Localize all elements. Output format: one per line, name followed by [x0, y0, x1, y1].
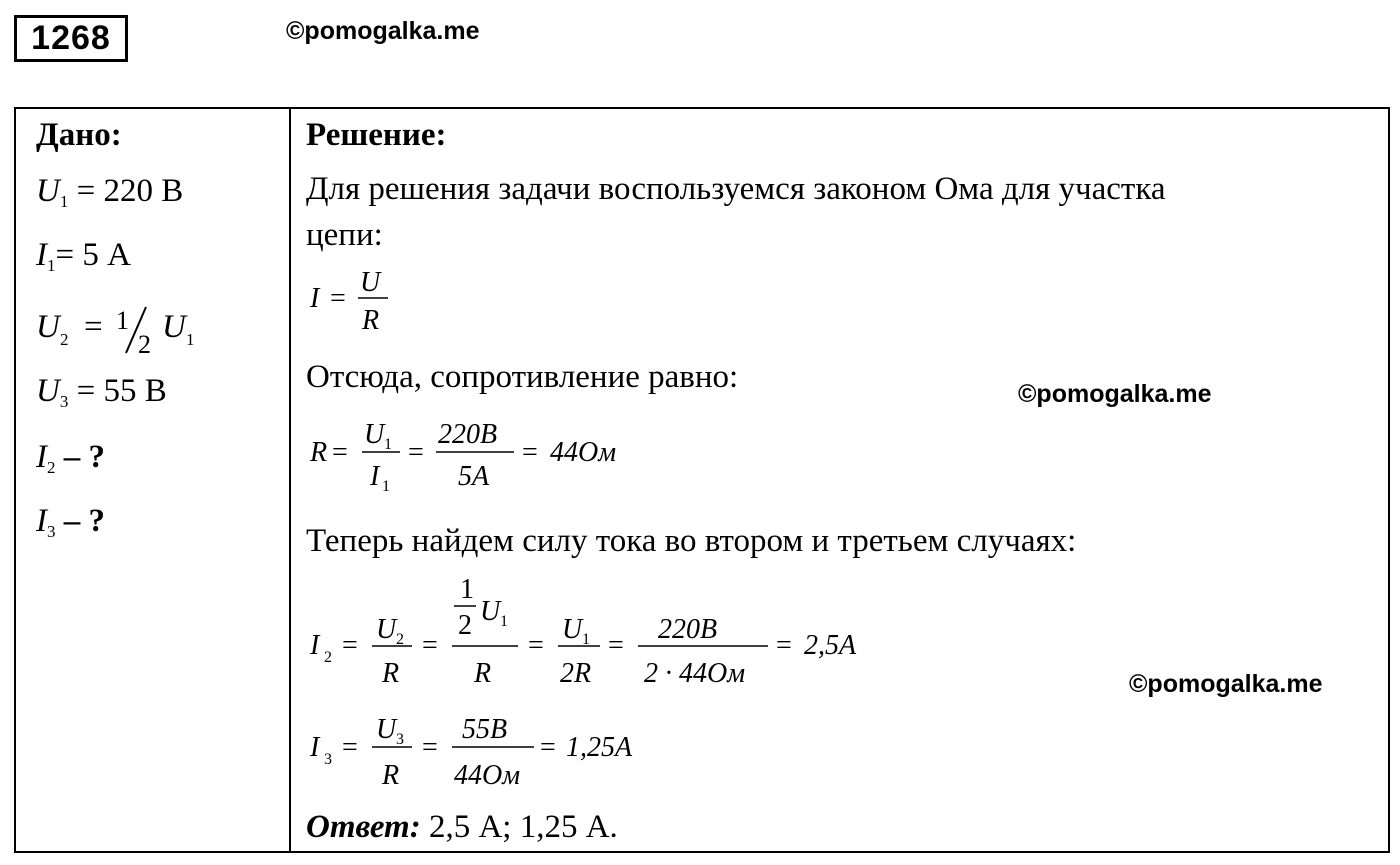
intro-line-1: Для решения задачи воспользуемся законом Ома для участка: [306, 171, 1166, 207]
svg-text:I: I: [310, 630, 320, 661]
svg-text:R: R: [382, 760, 400, 791]
svg-text:=: =: [422, 732, 438, 763]
svg-text:2,5A: 2,5A: [804, 630, 857, 661]
svg-text:1: 1: [384, 436, 392, 453]
svg-text:220B: 220B: [658, 614, 718, 645]
svg-text:1: 1: [500, 613, 508, 630]
solution-table: [14, 107, 1390, 853]
svg-text:R: R: [382, 658, 400, 689]
svg-text:U: U: [36, 309, 60, 345]
svg-text:U: U: [480, 596, 501, 627]
svg-text:44Ом: 44Ом: [550, 437, 617, 468]
ohm-law-formula: [308, 261, 448, 351]
current-i2-formula: [308, 574, 908, 694]
svg-text:R: R: [310, 437, 328, 468]
svg-text:2R: 2R: [560, 658, 592, 689]
svg-text:U: U: [360, 267, 381, 298]
svg-text:=: =: [408, 437, 424, 468]
problem-number: 1268: [14, 15, 128, 62]
svg-text:=: =: [84, 309, 103, 345]
svg-text:3: 3: [396, 731, 404, 748]
now-text: Теперь найдем силу тока во втором и третьем случаях:: [306, 523, 1077, 559]
svg-text:44Ом: 44Ом: [454, 760, 521, 791]
given-i3-unknown: $I_3$ – ?: [36, 503, 105, 541]
svg-text:1: 1: [582, 631, 590, 648]
given-u2: [34, 299, 284, 359]
svg-text:3: 3: [324, 751, 332, 768]
given-i2-unknown: $I_2$ – ?: [36, 439, 105, 477]
svg-text:55B: 55B: [462, 714, 508, 745]
svg-text:1,25A: 1,25A: [566, 732, 633, 763]
svg-text:1: 1: [460, 574, 474, 605]
svg-text:2 · 44Ом: 2 · 44Ом: [644, 658, 746, 689]
svg-text:1: 1: [116, 306, 129, 335]
solution-title: Решение:: [306, 117, 447, 153]
svg-text:220B: 220B: [438, 419, 498, 450]
answer: Ответ: 2,5 А; 1,25 А.: [306, 809, 618, 845]
svg-text:U: U: [162, 309, 186, 345]
svg-text:U: U: [376, 714, 397, 745]
svg-text:=: =: [332, 437, 348, 468]
then-text: Отсюда, сопротивление равно:: [306, 359, 739, 395]
svg-text:=: =: [422, 630, 438, 661]
svg-text:U: U: [562, 614, 583, 645]
svg-text:=: =: [528, 630, 544, 661]
svg-text:2: 2: [324, 649, 332, 666]
svg-text:2: 2: [138, 330, 151, 359]
watermark: ©pomogalka.me: [1129, 670, 1323, 698]
resistance-formula: [308, 409, 668, 499]
svg-text:R: R: [362, 305, 380, 336]
current-i3-formula: [308, 704, 708, 794]
svg-text:2: 2: [458, 610, 472, 641]
svg-text:=: =: [776, 630, 792, 661]
given-u3: $U_3 = 55$ В: [36, 373, 167, 411]
intro-line-2: цепи:: [306, 217, 383, 253]
svg-text:I: I: [310, 283, 320, 314]
given-i1: $I_1= 5$ А: [36, 237, 131, 275]
svg-text:U: U: [376, 614, 397, 645]
svg-text:1: 1: [382, 478, 390, 495]
svg-text:R: R: [474, 658, 492, 689]
given-u1: $U_1 = 220$ В: [36, 173, 184, 211]
column-divider: [289, 109, 291, 851]
svg-text:=: =: [608, 630, 624, 661]
svg-text:5A: 5A: [458, 461, 490, 492]
svg-text:=: =: [522, 437, 538, 468]
watermark: ©pomogalka.me: [286, 17, 480, 45]
svg-text:1: 1: [186, 330, 195, 349]
svg-text:I: I: [310, 732, 320, 763]
svg-text:U: U: [364, 419, 385, 450]
svg-text:=: =: [342, 732, 358, 763]
svg-text:I: I: [370, 461, 380, 492]
svg-text:2: 2: [60, 330, 69, 349]
watermark: ©pomogalka.me: [1018, 380, 1212, 408]
svg-text:=: =: [330, 283, 346, 314]
svg-text:=: =: [342, 630, 358, 661]
svg-text:2: 2: [396, 631, 404, 648]
svg-text:=: =: [540, 732, 556, 763]
given-title: Дано:: [36, 117, 122, 153]
